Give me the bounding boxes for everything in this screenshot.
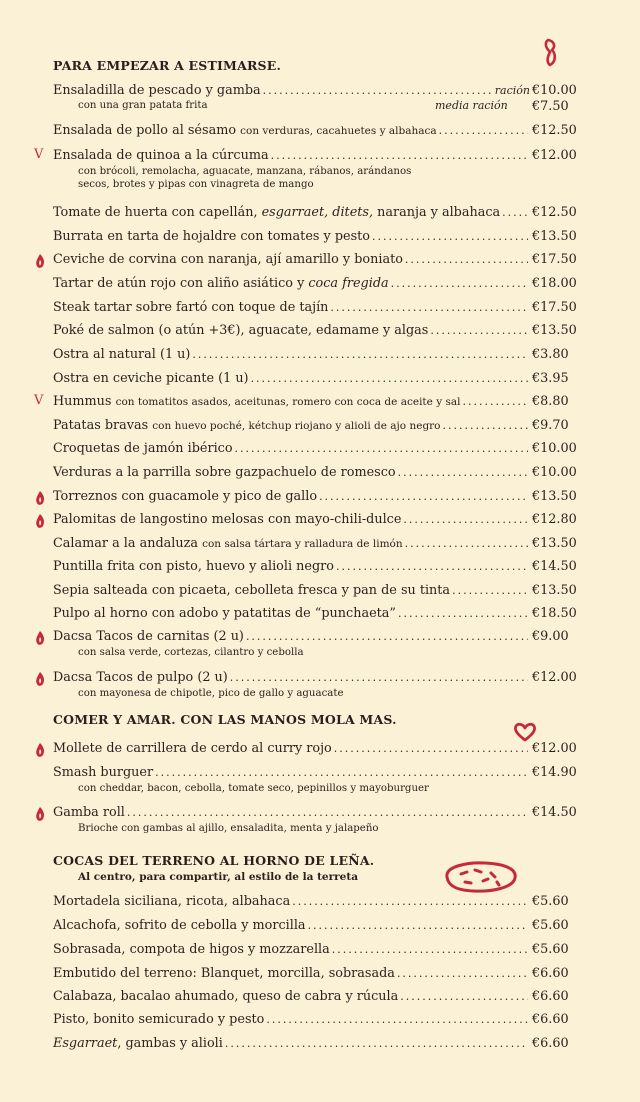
item-price: €13.50	[532, 583, 577, 598]
item-name-line	[53, 418, 530, 434]
item-price: €6.60	[532, 1036, 569, 1051]
item-price: €3.95	[532, 371, 569, 386]
item-description: con una gran patata frita media ración	[78, 99, 508, 112]
menu-item	[0, 805, 640, 834]
leader-dots	[230, 670, 528, 686]
leader-dots	[263, 83, 493, 99]
leader-dots	[266, 1012, 528, 1028]
item-name-line	[53, 148, 530, 164]
section-title: PARA EMPEZAR A ESTIMARSE.	[53, 58, 282, 73]
menu-item	[0, 942, 640, 962]
leader-dots	[332, 942, 528, 958]
item-name-line	[53, 83, 530, 99]
leader-dots	[443, 418, 528, 434]
item-price: €10.00	[532, 465, 577, 480]
leader-dots	[334, 741, 528, 757]
item-name-line	[53, 489, 530, 505]
item-name: Mollete de carrillera de cerdo al curry rojo	[53, 741, 332, 756]
item-name-line	[53, 205, 530, 221]
item-description: con mayonesa de chipotle, pico de gallo y aguacate	[78, 688, 344, 699]
menu-item	[0, 1012, 640, 1032]
item-name: Poké de salmon (o atún +3€), aguacate, edamame y algas	[53, 323, 429, 338]
menu-item	[0, 123, 640, 143]
leader-dots	[400, 989, 528, 1005]
item-name-line	[53, 300, 530, 316]
item-name-line	[53, 252, 530, 268]
item-name-italic: esgarraet, ditets,	[261, 205, 374, 220]
item-name-line	[53, 942, 530, 958]
item-description: con salsa verde, cortezas, cilantro y cebolla	[78, 647, 304, 658]
item-price: €12.00	[532, 741, 577, 756]
item-price: €12.50	[532, 205, 577, 220]
item-price: €14.90	[532, 765, 577, 780]
item-name-line	[53, 805, 530, 821]
item-name: Calamar a la andaluza con salsa tártara y ralladura de limón	[53, 536, 403, 551]
leader-dots	[235, 441, 528, 457]
section-title: COCAS DEL TERRENO AL HORNO DE LEÑA.	[53, 853, 375, 868]
item-name: Verduras a la parrilla sobre gazpachuelo de romesco	[53, 465, 396, 480]
item-name: Ostra en ceviche picante (1 u)	[53, 371, 249, 386]
portion-label: ración	[494, 84, 530, 97]
leader-dots	[502, 205, 528, 221]
leader-dots	[155, 765, 528, 781]
item-price: €6.60	[532, 989, 569, 1004]
item-price: €14.50	[532, 805, 577, 820]
item-price: €12.50	[532, 123, 577, 138]
item-price: €13.50	[532, 323, 577, 338]
menu-item	[0, 741, 640, 761]
item-name: Torreznos con guacamole y pico de gallo	[53, 489, 318, 504]
item-name: Ceviche de corvina con naranja, ají amarillo y boniato	[53, 252, 403, 267]
chili-icon	[33, 742, 47, 758]
item-name: Burrata en tarta de hojaldre con tomates y pesto	[53, 229, 370, 244]
coca-icon	[439, 860, 521, 894]
leader-dots	[251, 371, 528, 387]
item-price: €5.60	[532, 894, 569, 909]
item-name-detail: con verduras, cacahuetes y albahaca	[240, 125, 437, 137]
menu-item	[0, 629, 640, 658]
item-name-line	[53, 606, 530, 622]
item-name: Calabaza, bacalao ahumado, queso de cabra y rúcula	[53, 989, 399, 1004]
item-name: Dacsa Tacos de pulpo (2 u)	[53, 670, 228, 685]
menu-item	[0, 894, 640, 914]
item-name-italic: coca fregida	[308, 276, 389, 291]
item-name-line	[53, 123, 530, 139]
leader-dots	[397, 966, 528, 982]
portion-label: media ración	[435, 99, 508, 112]
item-name-line	[53, 966, 530, 982]
leader-dots	[330, 300, 528, 316]
item-name: Pisto, bonito semicurado y pesto	[53, 1012, 265, 1027]
menu-item	[0, 418, 640, 438]
item-name-italic: Esgarraet	[53, 1036, 118, 1051]
item-description: Brioche con gambas al ajillo, ensaladita, menta y jalapeño	[78, 823, 379, 834]
item-price: €13.50	[532, 489, 577, 504]
leader-dots	[292, 894, 528, 910]
item-name-line	[53, 989, 530, 1005]
item-price: €14.50	[532, 559, 577, 574]
item-name-line	[53, 765, 530, 781]
chili-icon	[33, 806, 47, 822]
leader-dots	[127, 805, 528, 821]
section-title: COMER Y AMAR. CON LAS MANOS MOLA MAS.	[53, 712, 397, 727]
item-name: Gamba roll	[53, 805, 125, 820]
leader-dots	[308, 918, 528, 934]
item-name-line	[53, 371, 530, 387]
item-name: Patatas bravas con huevo poché, kétchup riojano y alioli de ajo negro	[53, 418, 441, 433]
item-name-line	[53, 276, 530, 292]
item-description: con cheddar, bacon, cebolla, tomate seco, pepinillos y mayoburguer	[78, 783, 429, 794]
leader-dots	[192, 347, 528, 363]
leader-dots	[271, 148, 528, 164]
item-name: Sepia salteada con picaeta, cebolleta fresca y pan de su tinta	[53, 583, 451, 598]
menu-item	[0, 670, 640, 699]
leader-dots	[398, 606, 528, 622]
item-name-line	[53, 894, 530, 910]
menu-item	[0, 918, 640, 938]
menu-item	[0, 465, 640, 485]
menu-item	[0, 300, 640, 320]
item-name-line	[53, 918, 530, 934]
menu-item	[0, 252, 640, 272]
item-name: Ensaladilla de pescado y gamba	[53, 83, 261, 98]
item-name: Sobrasada, compota de higos y mozzarella	[53, 942, 330, 957]
menu-item	[0, 441, 640, 461]
item-name: Palomitas de langostino melosas con mayo-chili-dulce	[53, 512, 402, 527]
menu-item	[0, 536, 640, 556]
heart-icon	[512, 721, 538, 743]
item-price: €17.50	[532, 252, 577, 267]
chili-icon	[33, 671, 47, 687]
item-price: €13.50	[532, 536, 577, 551]
item-name-line	[53, 441, 530, 457]
leader-dots	[462, 394, 528, 410]
chili-icon	[33, 630, 47, 646]
menu-item	[0, 512, 640, 532]
item-price: €18.50	[532, 606, 577, 621]
item-price: €3.80	[532, 347, 569, 362]
item-name: Mortadela siciliana, ricota, albahaca	[53, 894, 291, 909]
leader-dots	[398, 465, 528, 481]
menu-item	[0, 229, 640, 249]
chili-pepper-icon	[540, 38, 560, 68]
item-price-secondary: €7.50	[532, 99, 569, 114]
item-description: con brócoli, remolacha, aguacate, manzana, rábanos, arándanos	[78, 166, 412, 177]
menu-item	[0, 559, 640, 579]
item-name: Tartar de atún rojo con aliño asiático y coca fregida	[53, 276, 389, 291]
leader-dots	[405, 252, 528, 268]
leader-dots	[391, 276, 528, 292]
item-price: €18.00	[532, 276, 577, 291]
menu-item	[0, 147, 640, 190]
item-name: Ensalada de quinoa a la cúrcuma	[53, 148, 269, 163]
item-name: Hummus con tomatitos asados, aceitunas, romero con coca de aceite y sal	[53, 394, 461, 409]
item-name-line	[53, 741, 530, 757]
chili-icon	[33, 513, 47, 529]
item-name: Smash burguer	[53, 765, 154, 780]
item-name-line	[53, 670, 530, 686]
menu-item	[0, 323, 640, 343]
leader-dots	[405, 536, 528, 552]
item-price: €17.50	[532, 300, 577, 315]
item-name: Puntilla frita con pisto, huevo y alioli negro	[53, 559, 334, 574]
menu-item	[0, 606, 640, 626]
leader-dots	[319, 489, 528, 505]
item-name-line	[53, 559, 530, 575]
item-name-line	[53, 512, 530, 528]
item-price: €9.00	[532, 629, 569, 644]
item-name: Steak tartar sobre fartó con toque de tajín	[53, 300, 329, 315]
item-name-line	[53, 583, 530, 599]
item-price: €12.00	[532, 148, 577, 163]
item-price: €8.80	[532, 394, 569, 409]
menu-item	[0, 347, 640, 367]
item-name-line	[53, 629, 530, 645]
item-name: Dacsa Tacos de carnitas (2 u)	[53, 629, 244, 644]
menu-item	[0, 394, 640, 414]
item-price: €10.00	[532, 83, 577, 98]
item-name: Ostra al natural (1 u)	[53, 347, 191, 362]
item-price: €9.70	[532, 418, 569, 433]
vegan-icon: V	[34, 393, 44, 408]
menu-item	[0, 489, 640, 509]
item-price: €13.50	[532, 229, 577, 244]
item-name-line	[53, 347, 530, 363]
leader-dots	[225, 1036, 528, 1052]
menu-item	[0, 276, 640, 296]
item-description: secos, brotes y pipas con vinagreta de mango	[78, 179, 314, 190]
item-price: €12.00	[532, 670, 577, 685]
leader-dots	[452, 583, 528, 599]
item-name-line	[53, 394, 530, 410]
item-price: €10.00	[532, 441, 577, 456]
section-subtitle: Al centro, para compartir, al estilo de la terreta	[78, 871, 359, 883]
item-name-detail: con salsa tártara y ralladura de limón	[202, 538, 403, 550]
item-price: €6.60	[532, 1012, 569, 1027]
item-name-line	[53, 536, 530, 552]
leader-dots	[336, 559, 528, 575]
chili-icon	[33, 490, 47, 506]
menu-item	[0, 205, 640, 225]
item-name: Pulpo al horno con adobo y patatitas de “punchaeta”	[53, 606, 396, 621]
menu-item	[0, 371, 640, 391]
item-price: €12.80	[532, 512, 577, 527]
item-name: Croquetas de jamón ibérico	[53, 441, 233, 456]
item-price: €5.60	[532, 942, 569, 957]
menu-item	[0, 989, 640, 1009]
item-name-line	[53, 1036, 530, 1052]
item-name: Alcachofa, sofrito de cebolla y morcilla	[53, 918, 306, 933]
item-name-line	[53, 229, 530, 245]
menu-item	[0, 1036, 640, 1056]
leader-dots	[430, 323, 528, 339]
item-name-line	[53, 1012, 530, 1028]
vegan-icon: V	[34, 147, 44, 162]
menu-item	[0, 83, 640, 114]
item-name-line	[53, 323, 530, 339]
chili-icon	[33, 253, 47, 269]
leader-dots	[403, 512, 528, 528]
leader-dots	[246, 629, 528, 645]
leader-dots	[439, 123, 528, 139]
item-price: €5.60	[532, 918, 569, 933]
item-name-detail: con huevo poché, kétchup riojano y alioli de ajo negro	[152, 420, 441, 432]
item-name: Tomate de huerta con capellán, esgarraet, ditets, naranja y albahaca	[53, 205, 501, 220]
menu-item	[0, 966, 640, 986]
menu-item	[0, 765, 640, 794]
item-name-line	[53, 465, 530, 481]
menu-item	[0, 583, 640, 603]
item-name: Esgarraet, gambas y alioli	[53, 1036, 223, 1051]
item-name: Embutido del terreno: Blanquet, morcilla, sobrasada	[53, 966, 395, 981]
leader-dots	[372, 229, 528, 245]
item-name: Ensalada de pollo al sésamo con verduras, cacahuetes y albahaca	[53, 123, 437, 138]
item-price: €6.60	[532, 966, 569, 981]
item-name-detail: con tomatitos asados, aceitunas, romero con coca de aceite y sal	[115, 396, 461, 408]
